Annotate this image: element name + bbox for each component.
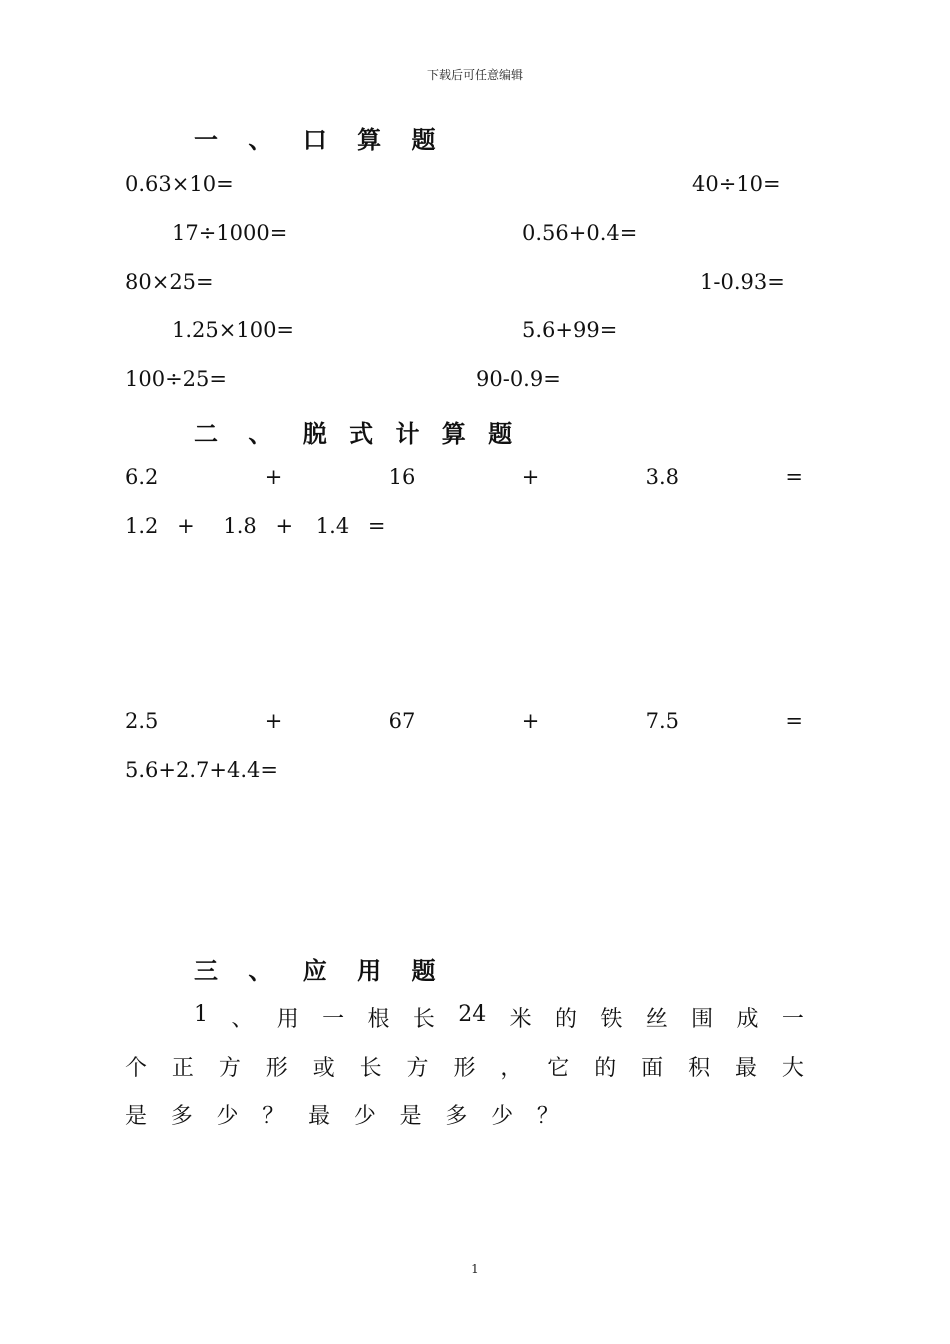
oral-item: 80×25= — [125, 270, 214, 294]
problem-char: 是 — [399, 1104, 422, 1129]
problem-char: 方 — [406, 1056, 429, 1081]
problem-char: 丝 — [645, 1007, 668, 1032]
problem-char: 或 — [312, 1056, 335, 1081]
problem-char: 积 — [688, 1056, 711, 1081]
expr-token: + — [521, 709, 540, 733]
problem-char: 成 — [736, 1007, 759, 1032]
expr-token: 16 — [388, 465, 416, 489]
expr-token: + — [521, 465, 540, 489]
title-char: 、 — [248, 419, 273, 448]
problem-char: 少 — [353, 1104, 376, 1129]
oral-item: 0.63×10= — [125, 172, 234, 196]
expression-row-2 — [125, 514, 385, 538]
problem-char: ， — [500, 1056, 523, 1081]
problem-char: 、 — [231, 1007, 254, 1032]
section-2-title — [194, 414, 512, 449]
title-char: 一 — [194, 125, 218, 154]
expr-token: 6.2 — [125, 465, 159, 489]
section-1-title — [194, 120, 435, 155]
oral-item: 40÷10= — [692, 172, 781, 196]
problem-char: 大 — [781, 1056, 804, 1081]
problem-char: 是 — [125, 1104, 148, 1129]
problem-char: 根 — [367, 1007, 390, 1032]
expr-token: + — [264, 465, 283, 489]
title-char: 、 — [248, 125, 273, 154]
problem-char: 一 — [322, 1007, 345, 1032]
problem-char: 正 — [171, 1056, 194, 1081]
expr-token: 3.8 — [645, 465, 680, 489]
expr-token: 7.5 — [645, 709, 680, 733]
title-char: 用 — [357, 956, 382, 985]
title-char: 题 — [411, 125, 436, 154]
expr-token: = — [785, 465, 803, 489]
title-char: 、 — [248, 956, 273, 985]
problem-char: 的 — [554, 1007, 577, 1032]
expression-row-3 — [125, 709, 803, 733]
page-header: 下载后可任意编辑 — [426, 68, 523, 82]
problem-line-1 — [194, 1002, 804, 1033]
oral-item: 100÷25= — [125, 367, 227, 391]
problem-char: 24 — [458, 1002, 487, 1027]
problem-char: 1 — [194, 1002, 208, 1027]
expression-row-1 — [125, 465, 803, 489]
title-char: 题 — [411, 956, 436, 985]
expr-token: + — [264, 709, 283, 733]
expr-token: 1.4 — [315, 514, 350, 538]
oral-item: 90-0.9= — [476, 367, 561, 391]
problem-char: 一 — [781, 1007, 804, 1032]
problem-line-3 — [125, 1099, 559, 1130]
problem-char: 少 — [491, 1104, 514, 1129]
problem-char: 长 — [412, 1007, 435, 1032]
problem-char: 面 — [641, 1056, 664, 1081]
problem-char: ？ — [536, 1104, 559, 1129]
expression-row-4: 5.6+2.7+4.4= — [125, 758, 278, 782]
problem-char: 形 — [453, 1056, 476, 1081]
title-char: 三 — [194, 956, 218, 985]
title-char: 式 — [349, 419, 374, 448]
problem-char: 最 — [734, 1056, 757, 1081]
problem-char: 它 — [547, 1056, 570, 1081]
title-char: 计 — [395, 419, 420, 448]
problem-char: 多 — [445, 1104, 468, 1129]
title-char: 二 — [194, 419, 218, 448]
problem-char: 的 — [594, 1056, 617, 1081]
problem-char: 形 — [265, 1056, 288, 1081]
expr-token: = — [367, 514, 386, 538]
expr-token: = — [785, 709, 803, 733]
title-char: 脱 — [302, 419, 327, 448]
oral-item: 1.25×100= — [172, 318, 295, 342]
problem-char: 米 — [509, 1007, 532, 1032]
oral-item: 0.56+0.4= — [522, 221, 638, 245]
section-3-title — [194, 951, 435, 986]
problem-char: ？ — [262, 1104, 285, 1129]
problem-char: 少 — [216, 1104, 239, 1129]
problem-char: 铁 — [600, 1007, 623, 1032]
expr-token: 1.8 — [223, 514, 257, 538]
title-char: 算 — [357, 125, 382, 154]
title-char: 算 — [441, 419, 466, 448]
expr-token: 67 — [388, 709, 416, 733]
problem-char: 个 — [125, 1056, 148, 1081]
problem-char: 多 — [170, 1104, 193, 1129]
problem-line-2 — [125, 1051, 804, 1082]
oral-item: 5.6+99= — [522, 318, 618, 342]
expr-token: 2.5 — [125, 709, 159, 733]
problem-char: 最 — [308, 1104, 331, 1129]
title-char: 题 — [488, 419, 513, 448]
problem-char: 长 — [359, 1056, 382, 1081]
oral-item: 1-0.93= — [700, 270, 785, 294]
expr-token: 1.2 — [125, 514, 159, 538]
expr-token: + — [275, 514, 294, 538]
problem-char: 围 — [691, 1007, 714, 1032]
expr-token: + — [177, 514, 195, 538]
title-char: 口 — [302, 125, 327, 154]
page-number: 1 — [471, 1262, 479, 1276]
oral-item: 17÷1000= — [172, 221, 288, 245]
title-char: 应 — [302, 956, 327, 985]
problem-char: 方 — [218, 1056, 241, 1081]
problem-char: 用 — [276, 1007, 299, 1032]
